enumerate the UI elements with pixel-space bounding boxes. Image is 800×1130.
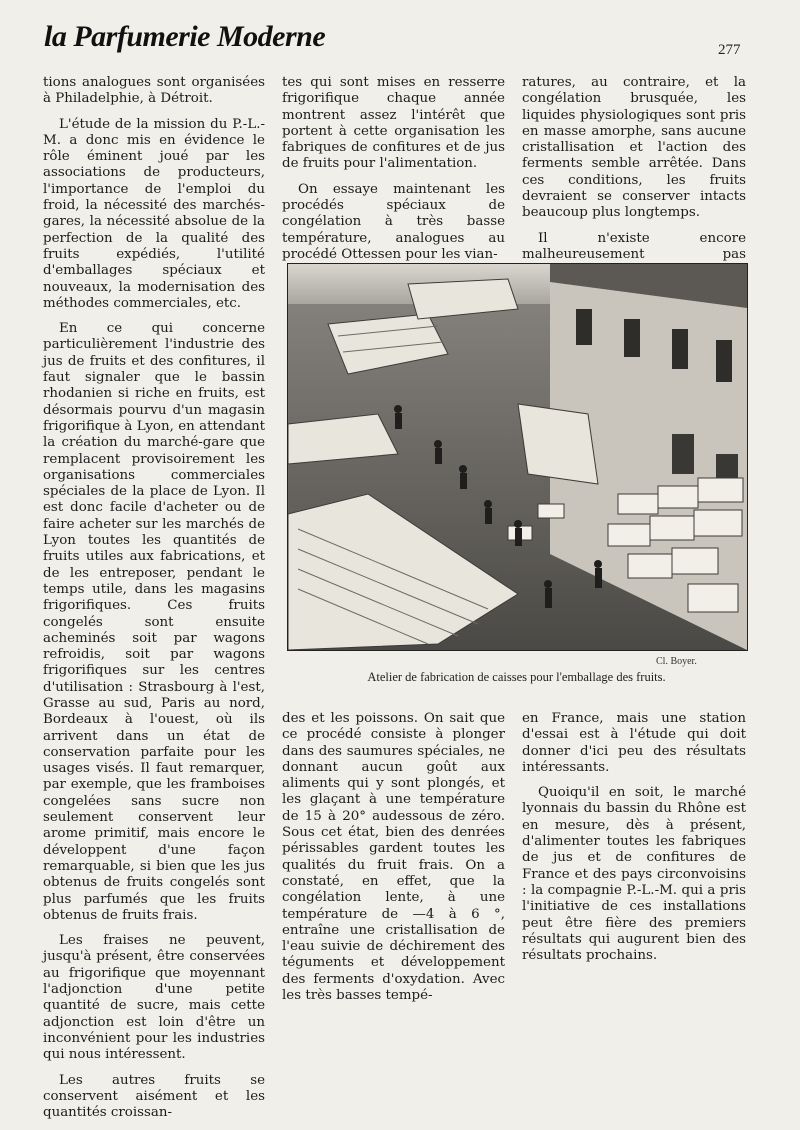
photograph xyxy=(287,263,748,651)
column-2-top xyxy=(282,75,505,272)
column-1 xyxy=(43,75,265,1130)
photo-credit: Cl. Boyer. xyxy=(656,656,697,667)
page-number: 277 xyxy=(718,42,741,58)
paragraph: tes qui sont mises en resserre frigorifique chaque année montrent assez l'intérêt que portent à cette organisation les fabriques de confitures et de jus de fruits pour l'alimentation. xyxy=(282,75,505,172)
column-3-bottom xyxy=(522,711,746,973)
paragraph: des et les poissons. On sait que ce procédé consiste à plonger dans des saumures spéciales, ne donnant aucun goût aux aliments qui y sont plongés, et les glaçant à une température de 15 à 20° audessous de zéro. Sous cet état, bien des denrées périssables gardent toutes les qualités du fruit frais. On a constaté, en effet, que la congélation lente, à une température de —4 à 6 °, entraîne une cristallisation de l'eau suivie de déchirement des téguments et développement des ferments d'oxydation. Avec les très basses tempé- xyxy=(282,711,505,1004)
paragraph: L'étude de la mission du P.-L.-M. a donc mis en évidence le rôle éminent joué par les associations de producteurs, l'importance de l'emploi du froid, la nécessité des marchés-gares, la nécessité absolue de la perfection de la qualité des fruits expédiés, l'utilité d'emballages spéciaux et nouveaux, la modernisation des méthodes commerciales, etc. xyxy=(43,116,265,311)
paragraph: tions analogues sont organisées à Philadelphie, à Détroit. xyxy=(43,75,265,107)
paragraph: Les autres fruits se conservent aisément et les quantités croissan- xyxy=(43,1072,265,1121)
column-2-bottom xyxy=(282,711,505,1013)
paragraph: en France, mais une station d'essai est à l'étude qui doit donner d'ici peu des résultats intéressants. xyxy=(522,711,746,775)
column-3-top xyxy=(522,75,746,289)
paragraph: Les fraises ne peuvent, jusqu'à présent, être conservées au frigorifique que moyennant l'adjonction d'une petite quantité de sucre, mais cette adjonction est loin d'être un inconvénient pour les industries qui nous intéressent. xyxy=(43,933,265,1063)
paragraph: Quoiqu'il en soit, le marché lyonnais du bassin du Rhône est en mesure, dès à présent, d'alimenter toutes les fabriques de jus et de confitures de France et des pays circonvoisins : la compagnie P.-L.-M. qui a pris l'initiative de ces installations peut être fière des premiers résultats qui augurent bien des résultats prochains. xyxy=(522,785,746,964)
journal-title: la Parfumerie Moderne xyxy=(44,20,326,53)
paragraph: ratures, au contraire, et la congélation brusquée, les liquides physiologiques sont pris en masse amorphe, sans aucune cristallisation et l'action des ferments semble arrêtée. Dans ces conditions, les fruits devraient se conserver intacts beaucoup plus longtemps. xyxy=(522,75,746,221)
paragraph: Il n'existe encore malheureusement pas xyxy=(522,230,746,262)
paragraph: En ce qui concerne particulièrement l'industrie des jus de fruits et des confitures, il faut signaler que le bassin rhodanien si riche en fruits, est désormais pourvu d'un magasin frigorifique à Lyon, en attendant la création du marché-gare que remplacent provisoirement les organisations commerciales spéciales de la place de Lyon. Il est donc facile d'acheter ou de faire acheter sur les marchés de Lyon toutes les quantités de fruits utiles aux fabrications, et de les entreposer, pendant le temps utile, dans les magasins frigorifiques. Ces fruits congelés sont ensuite acheminés soit par wagons refroidis, soit par wagons frigorifiques sur les centres d'utilisation : Strasbourg à l'est, Grasse au sud, Paris au nord, Bordeaux à l'ouest, où ils arrivent dans un état de conservation parfaite pour les usages visés. Il faut remarquer, par exemple, que les framboises congelées sans sucre non seulement conservent leur arome primitif, mais encore le développent d'une façon remarquable, si bien que les jus obtenus de fruits congelés sont plus parfumés que les fruits obtenus de fruits frais. xyxy=(43,321,265,923)
crate-workshop-photo xyxy=(288,264,747,650)
paragraph: On essaye maintenant les procédés spéciaux de congélation à très basse température, analogues au procédé Ottessen pour les vian- xyxy=(282,181,505,262)
figure-caption: Atelier de fabrication de caisses pour l'emballage des fruits. xyxy=(367,670,666,684)
